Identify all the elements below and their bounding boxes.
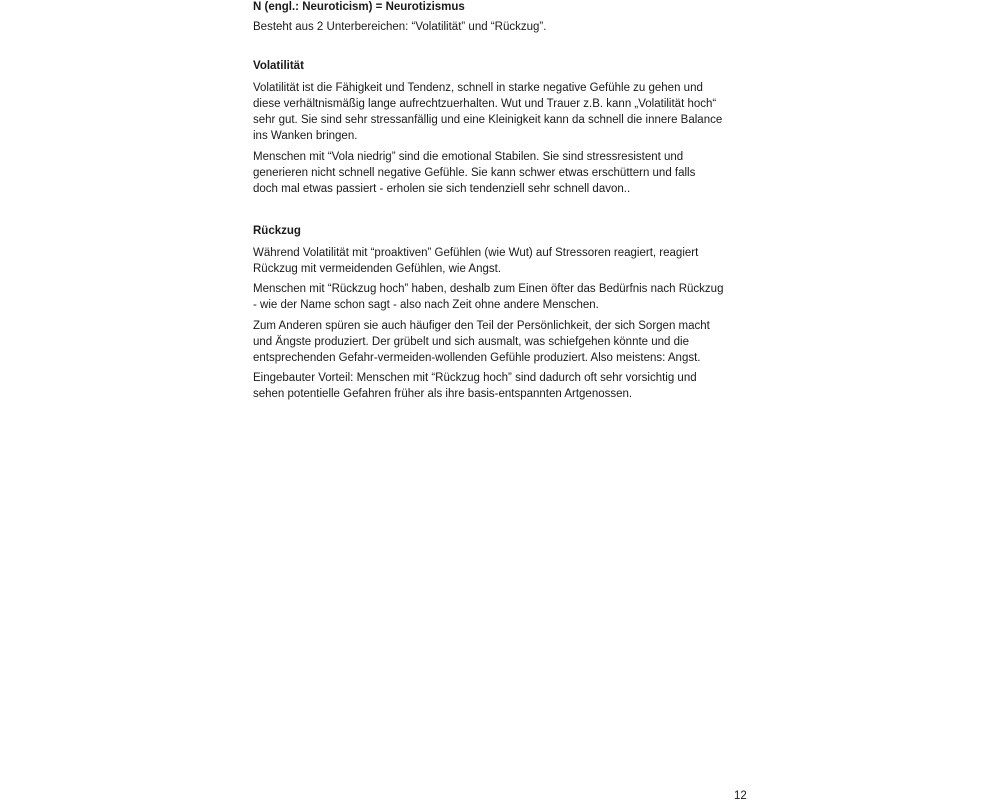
section-heading: Rückzug (253, 224, 301, 237)
section-rueckzug (253, 223, 753, 403)
intro-text: Besteht aus 2 Unterbereichen: “Volatilität” und “Rückzug”. (253, 21, 547, 33)
page-title: N (engl.: Neuroticism) = Neurotizismus (253, 1, 465, 13)
section-volatilitaet (253, 58, 753, 197)
paragraph: Volatilität ist die Fähigkeit und Tendenz, schnell in starke negative Gefühle zu gehen und diese verhältnismäßig lange aufrechtzuerhalten. Wut und Trauer z.B. kann „Volatilität hoch“ sehr gut. Sie sind sehr stressanfällig und eine Kleinigkeit kann da schnell die innere Balance ins Wanken bringen. (253, 82, 723, 142)
paragraph: Menschen mit “Vola niedrig” sind die emotional Stabilen. Sie sind stressresistent und generieren nicht schnell negative Gefühle. Sie kann schwer etwas erschüttern und falls doch mal etwas passiert - erholen sie sich tendenziell sehr schnell davon.. (253, 150, 696, 195)
page-number: 12 (734, 790, 747, 802)
section-heading: Volatilität (253, 60, 304, 72)
paragraph: Eingebauter Vorteil: Menschen mit “Rückzug hoch” sind dadurch oft sehr vorsichtig und sehen potentielle Gefahren früher als ihre basis-entspannten Artgenossen. (253, 372, 697, 400)
paragraph: Während Volatilität mit “proaktiven” Gefühlen (wie Wut) auf Stressoren reagiert, reagiert Rückzug mit vermeidenden Gefühlen, wie Angst. (253, 246, 699, 275)
paragraph: Menschen mit “Rückzug hoch” haben, deshalb zum Einen öfter das Bedürfnis nach Rückzug - wie der Name schon sagt - also nach Zeit ohne andere Menschen. (253, 283, 724, 311)
paragraph: Zum Anderen spüren sie auch häufiger den Teil der Persönlichkeit, der sich Sorgen macht und Ängste produziert. Der grübelt und sich ausmalt, was schiefgehen könnte und die entsprechenden Gefahr-vermeiden-wollenden Gefühle produziert. Also meistens: Angst. (253, 319, 710, 364)
page-content (253, 0, 753, 407)
